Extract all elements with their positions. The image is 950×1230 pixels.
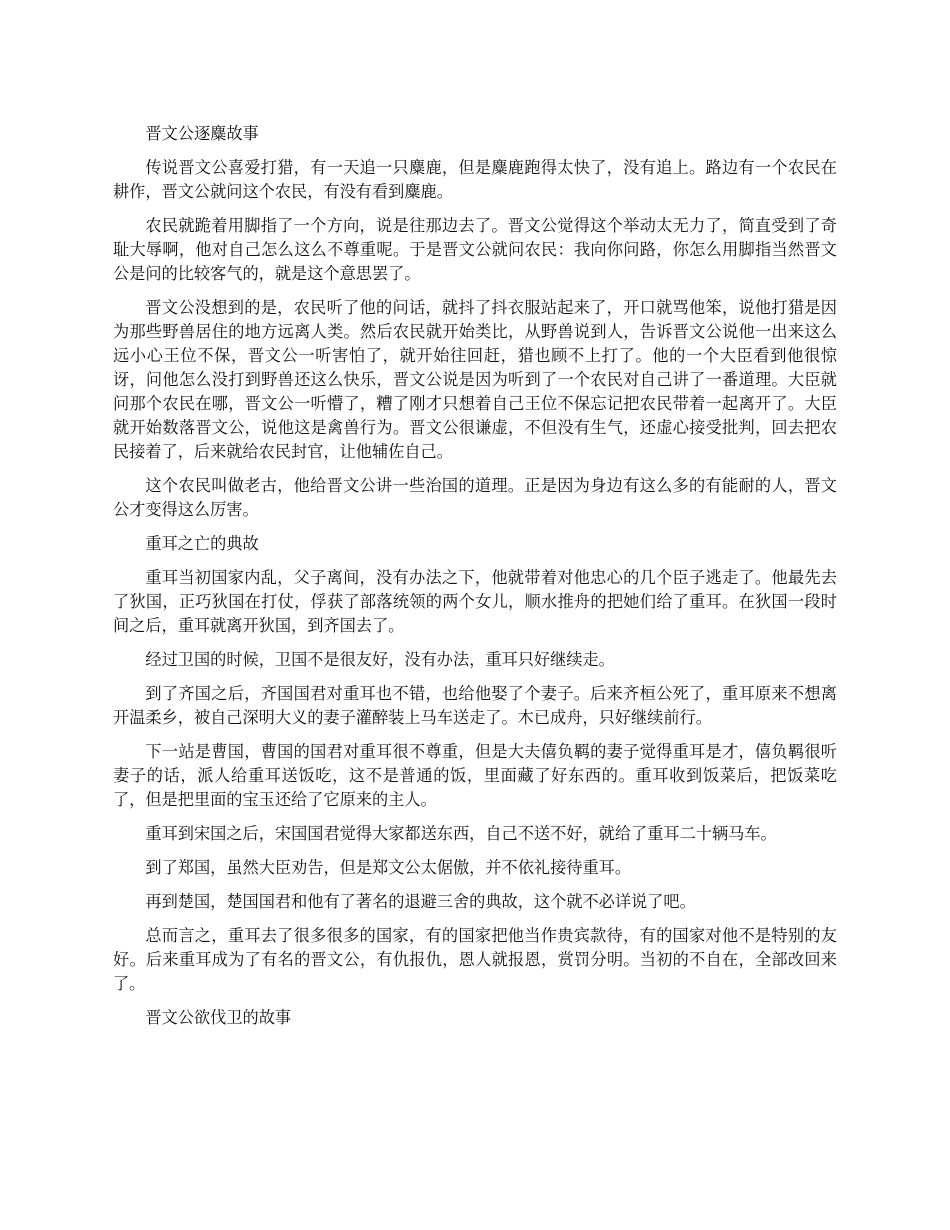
paragraph: 经过卫国的时候，卫国不是很友好，没有办法，重耳只好继续走。	[145, 650, 615, 669]
paragraph: 到了齐国之后，齐国国君对重耳也不错，也给他娶了个妻子。后来齐桓公死了，重耳原来不想离开温柔乡，被自己深明大义的妻子灌醉装上马车送走了。木已成舟，只好继续前行。	[113, 684, 837, 727]
section-heading: 晋文公欲伐卫的故事	[145, 1008, 292, 1027]
paragraph: 重耳到宋国之后，宋国国君觉得大家都送东西，自己不送不好，就给了重耳二十辆马车。	[145, 824, 777, 843]
section-heading: 重耳之亡的典故	[145, 534, 259, 553]
paragraph: 再到楚国，楚国国君和他有了著名的退避三舍的典故，这个就不必详说了吧。	[145, 892, 696, 911]
paragraph: 农民就跪着用脚指了一个方向，说是往那边去了。晋文公觉得这个举动太无力了，简直受到了奇耻大辱啊，他对自己怎么这么不尊重呢。于是晋文公就问农民：我向你问路，你怎么用脚指当然晋文公是问的比较客气的，就是这个意思罢了。	[113, 216, 837, 283]
section-heading: 晋文公逐麋故事	[145, 124, 259, 143]
paragraph: 这个农民叫做老古，他给晋文公讲一些治国的道理。正是因为身边有这么多的有能耐的人，晋文公才变得这么厉害。	[113, 476, 837, 519]
paragraph: 到了郑国，虽然大臣劝告，但是郑文公太倨傲，并不依礼接待重耳。	[145, 858, 632, 877]
document-body	[113, 122, 837, 1040]
paragraph: 总而言之，重耳去了很多很多的国家，有的国家把他当作贵宾款待，有的国家对他不是特别的友好。后来重耳成为了有名的晋文公，有仇报仇，恩人就报恩，赏罚分明。当初的不自在，全部改回来了。	[113, 926, 837, 993]
paragraph: 传说晋文公喜爱打猎，有一天追一只麋鹿，但是麋鹿跑得太快了，没有追上。路边有一个农民在耕作，晋文公就问这个农民，有没有看到麋鹿。	[113, 158, 837, 201]
paragraph: 晋文公没想到的是，农民听了他的问话，就抖了抖衣服站起来了，开口就骂他笨，说他打猎是因为那些野兽居住的地方远离人类。然后农民就开始类比，从野兽说到人，告诉晋文公说他一出来这么远小心王位不保，晋文公一听害怕了，就开始往回赶，猎也顾不上打了。他的一个大臣看到他很惊讶，问他怎么没打到野兽还这么快乐，晋文公说是因为听到了一个农民对自己讲了一番道理。大臣就问那个农民在哪，晋文公一听懵了，糟了刚才只想着自己王位不保忘记把农民带着一起离开了。大臣就开始数落晋文公，说他这是禽兽行为。晋文公很谦虚，不但没有生气，还虚心接受批判，回去把农民接着了，后来就给农民封官，让他辅佐自己。	[113, 298, 837, 461]
paragraph: 重耳当初国家内乱，父子离间，没有办法之下，他就带着对他忠心的几个臣子逃走了。他最先去了狄国，正巧狄国在打仗，俘获了部落统领的两个女儿，顺水推舟的把她们给了重耳。在狄国一段时间之后，重耳就离开狄国，到齐国去了。	[113, 568, 837, 635]
paragraph: 下一站是曹国，曹国的国君对重耳很不尊重，但是大夫僖负羁的妻子觉得重耳是才，僖负羁很听妻子的话，派人给重耳送饭吃，这不是普通的饭，里面藏了好东西的。重耳收到饭菜后，把饭菜吃了，但是把里面的宝玉还给了它原来的主人。	[113, 742, 837, 809]
